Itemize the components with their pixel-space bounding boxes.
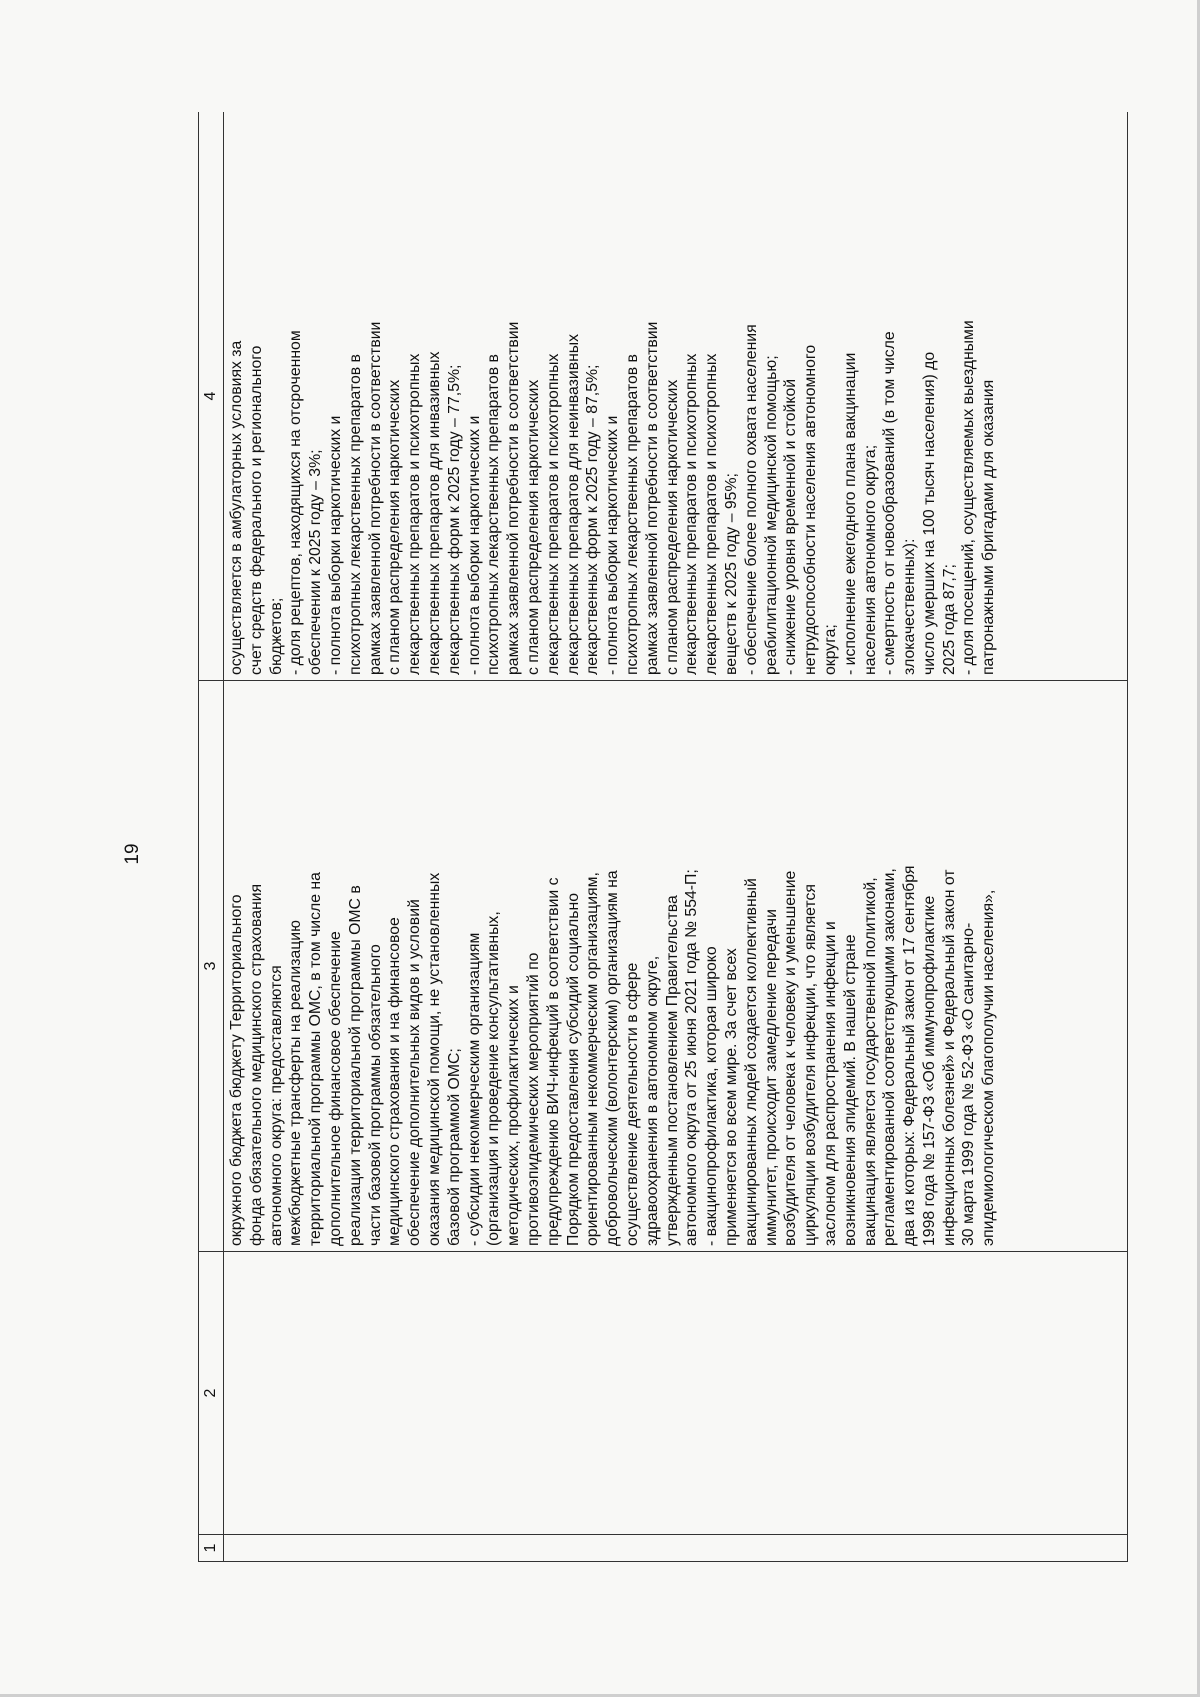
text-line: нетрудоспособности населения автономного [802, 344, 820, 675]
text-line: лекарственных препаратов и психотропных [406, 353, 424, 675]
text-line: противоэпидемических мероприятий по [524, 952, 542, 1246]
text-line: лекарственных форм к 2025 году – 87,5%; [584, 364, 602, 675]
text-line: психотропных лекарственных препаратов в [346, 354, 364, 675]
text-line: два из которых: Федеральный закон от 17 сентября [901, 865, 919, 1246]
text-line: автономного округа от 25 июня 2021 года № 554-П; [683, 869, 701, 1246]
data-table [198, 112, 1128, 1562]
text-line: регламентированной соответствующими законами, [881, 868, 899, 1246]
cell-col4 [224, 112, 1128, 681]
column-header-4: 4 [199, 112, 224, 681]
text-line: лекарственных форм к 2025 году – 77,5%; [445, 364, 463, 675]
text-line: - полнота выборки наркотических и [604, 415, 622, 675]
text-line: вакцинация является государственной политикой, [861, 877, 879, 1246]
rotated-table-content [198, 112, 1128, 1562]
text-line: медицинского страхования и на финансовое [386, 917, 404, 1246]
text-line: Порядком предоставления субсидий социально [564, 893, 582, 1246]
text-line: 2025 года 87,7; [940, 564, 958, 675]
text-line: бюджетов; [267, 597, 285, 675]
text-line: дополнительное финансовое обеспечение [326, 931, 344, 1246]
column-header-3: 3 [199, 681, 224, 1252]
text-line: лекарственных препаратов и психотропных [544, 353, 562, 675]
text-line: реализации территориальной программы ОМС в [346, 885, 364, 1246]
column-header-2: 2 [199, 1252, 224, 1535]
text-line: - обеспечение более полного охвата населения [742, 324, 760, 675]
cell-col3-text [224, 681, 1122, 1251]
text-line: - смертность от новообразований (в том числе [881, 331, 899, 675]
text-line: - полнота выборки наркотических и [326, 415, 344, 675]
text-line: рамках заявленной потребности в соответствии [505, 321, 523, 675]
text-line: осуществляется в амбулаторных условиях за [228, 340, 245, 675]
text-line: возникновения эпидемий. В нашей стране [841, 934, 859, 1246]
text-line: вакцинированных людей создается коллективный [742, 878, 760, 1246]
text-line: злокачественных): [901, 538, 919, 675]
cell-col2-text [224, 1252, 1122, 1534]
table-header-row [199, 112, 224, 1562]
text-line: лекарственных препаратов и психотропных [703, 353, 721, 675]
text-line: окружного бюджета бюджету Территориального [228, 894, 245, 1246]
text-line: рамках заявленной потребности в соответствии [643, 321, 661, 675]
text-line: число умерших на 100 тысяч населения) до [920, 351, 938, 675]
text-line: оказания медицинской помощи, не установленных [425, 872, 443, 1246]
text-line: заслоном для распространения инфекции и [821, 921, 839, 1246]
cell-col2 [224, 1252, 1128, 1535]
text-line: лекарственных препаратов для неинвазивных [564, 333, 582, 675]
text-line: циркуляции возбудителя инфекции, что является [802, 884, 820, 1246]
text-line: межбюджетные трансферты на реализацию [287, 920, 305, 1246]
table-row [224, 112, 1128, 1562]
text-line: с планом распределения наркотических [386, 379, 404, 675]
text-line: обеспечение дополнительных видов и условий [406, 899, 424, 1246]
text-line: психотропных лекарственных препаратов в [485, 354, 503, 675]
text-line: рамках заявленной потребности в соответствии [366, 321, 384, 675]
text-line: ориентированным некоммерческим организациям, [584, 872, 602, 1246]
text-line: фонда обязательного медицинского страхования [247, 883, 265, 1246]
text-line: возбудителя от человека к человеку и уменьшение [782, 870, 800, 1246]
text-line: - полнота выборки наркотических и [465, 415, 483, 675]
text-line: патронажными бригадами для оказания [980, 379, 998, 675]
cell-col1-text [224, 1535, 1122, 1561]
text-line: счет средств федерального и регионального [247, 345, 265, 675]
text-line: территориальной программы ОМС, в том числе на [307, 872, 325, 1246]
text-line: с планом распределения наркотических [663, 379, 681, 675]
text-line: - субсидии некоммерческим организациям [465, 932, 483, 1246]
text-line: округа; [821, 624, 839, 675]
text-line: утвержденным постановлением Правительства [663, 895, 681, 1246]
text-line: 30 марта 1999 года № 52-ФЗ «О санитарно- [960, 922, 978, 1246]
text-line: с планом распределения наркотических [524, 379, 542, 675]
text-line: базовой программой ОМС; [445, 1048, 463, 1246]
text-line: добровольческим (волонтерским) организациям на [604, 870, 622, 1246]
text-line: части базовой программы обязательного [366, 944, 384, 1246]
text-line: здравоохранения в автономном округе, [643, 955, 661, 1246]
cell-col3 [224, 681, 1128, 1252]
rotated-table-frame [198, 112, 1128, 1562]
text-line: - исполнение ежегодного плана вакцинации [841, 352, 859, 675]
text-line: лекарственных препаратов и психотропных [683, 353, 701, 675]
text-line: - вакцинопрофилактика, которая широко [703, 946, 721, 1246]
text-line: 1998 года № 157-ФЗ «Об иммунопрофилактике [920, 895, 938, 1246]
text-line: обеспечении к 2025 году – 3%; [307, 449, 325, 675]
text-line: эпидемиологическом благополучии населения», [980, 889, 998, 1246]
cell-col1 [224, 1535, 1128, 1562]
text-line: иммунитет, происходит замедление передачи [762, 909, 780, 1246]
text-line: применяется во всем мире. За счет всех [722, 948, 740, 1246]
text-line: предупреждению ВИЧ-инфекций в соответствии с [544, 877, 562, 1246]
text-line: психотропных лекарственных препаратов в [623, 354, 641, 675]
text-line: методических, профилактических и [505, 985, 523, 1246]
text-line: реабилитационной медицинской помощью; [762, 355, 780, 675]
text-line: автономного округа: предоставляются [267, 965, 285, 1246]
text-line: веществ к 2025 году – 95%; [722, 473, 740, 675]
text-line: (организация и проведение консультативных, [485, 911, 503, 1246]
text-line: - снижение уровня временной и стойкой [782, 378, 800, 675]
text-line: лекарственных препаратов для инвазивных [425, 351, 443, 675]
text-line: - доля посещений, осуществляемых выездными [960, 320, 978, 675]
text-line: осуществление деятельности в сфере [623, 962, 641, 1246]
column-header-1: 1 [199, 1535, 224, 1562]
cell-col4-text [224, 112, 1122, 680]
page-number: 19 [122, 843, 143, 865]
text-line: инфекционных болезней» и Федеральный закон от [940, 869, 958, 1246]
text-line: населения автономного округа; [861, 444, 879, 675]
text-line: - доля рецептов, находящихся на отсроченном [287, 330, 305, 675]
